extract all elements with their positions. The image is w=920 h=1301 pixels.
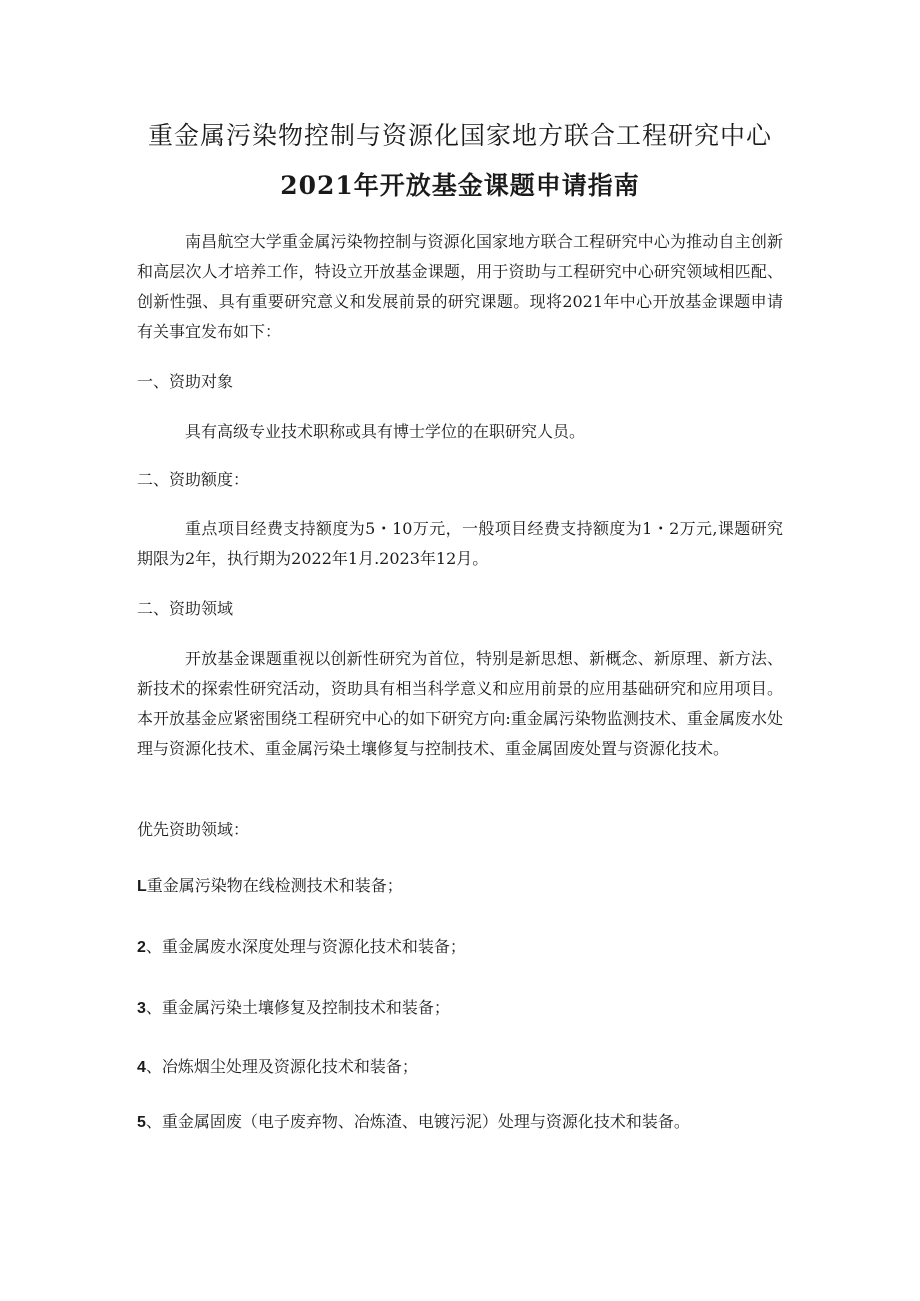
priority-item-text: 、重金属废水深度处理与资源化技术和装备； (145, 937, 466, 956)
document-title-line1: 重金属污染物控制与资源化国家地方联合工程研究中心 (147, 121, 772, 150)
priority-item-text: 、重金属污染土壤修复及控制技术和装备； (145, 998, 450, 1017)
priority-item-number: L (137, 878, 147, 895)
priority-item-text: 、重金属固废（电子废弃物、冶炼渣、电镀污泥）处理与资源化技术和装备。 (145, 1112, 690, 1131)
section-body-funding-amount: 重点项目经费支持额度为5・10万元，一般项目经费支持额度为1・2万元,课题研究期限为2年，执行期为2022年1月.2023年12月。 (137, 519, 783, 568)
priority-item-number: 4 (137, 1059, 146, 1076)
priority-label: 优先资助领域： (137, 820, 250, 839)
priority-item (137, 1055, 797, 1080)
priority-item-number: 2 (137, 939, 146, 956)
intro-paragraph: 南昌航空大学重金属污染物控制与资源化国家地方联合工程研究中心为推动自主创新和高层次人才培养工作，特设立开放基金课题，用于资助与工程研究中心研究领域相匹配、创新性强、具有重要研究意义和发展前景的研究课题。现将2021年中心开放基金课题申请有关事宜发布如下： (137, 232, 783, 341)
section-heading-funding-amount: 二、资助额度： (137, 470, 250, 489)
priority-item-text: 、冶炼烟尘处理及资源化技术和装备； (145, 1057, 418, 1076)
priority-item (137, 935, 797, 960)
priority-item (137, 1110, 797, 1135)
priority-item-text: 重金属污染物在线检测技术和装备； (146, 876, 403, 895)
section-heading-funding-field: 二、资助领域 (137, 599, 234, 618)
section-heading-funding-target: 一、资助对象 (137, 372, 234, 391)
section-body-funding-target: 具有高级专业技术职称或具有博士学位的在职研究人员。 (185, 422, 586, 441)
priority-item-number: 5 (137, 1114, 146, 1131)
document-title-line2: 2021年开放基金课题申请指南 (280, 171, 640, 200)
priority-item (137, 874, 797, 899)
priority-item (137, 996, 797, 1021)
priority-item-number: 3 (137, 1000, 146, 1017)
section-body-funding-field: 开放基金课题重视以创新性研究为首位，特别是新思想、新概念、新原理、新方法、新技术的探索性研究活动，资助具有相当科学意义和应用前景的应用基础研究和应用项目。本开放基金应紧密围绕工程研究中心的如下研究方向:重金属污染物监测技术、重金属废水处理与资源化技术、重金属污染土壤修复与控制技术、重金属固废处置与资源化技术。 (137, 649, 783, 758)
